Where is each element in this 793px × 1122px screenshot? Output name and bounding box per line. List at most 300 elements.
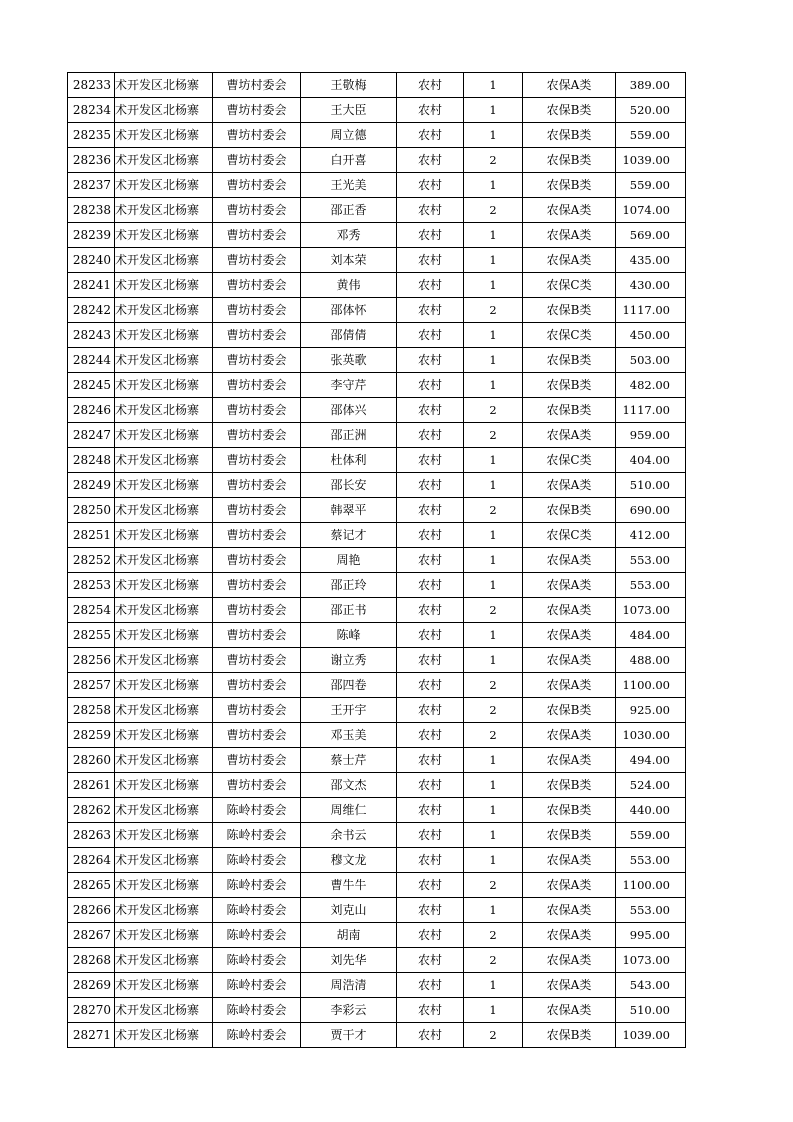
household-type-cell: 农村: [397, 198, 464, 223]
insurance-category-cell: 农保A类: [523, 673, 616, 698]
village-committee-cell: 陈岭村委会: [213, 898, 301, 923]
person-count-cell: 1: [464, 123, 523, 148]
amount-cell: 1117.00: [616, 398, 686, 423]
row-number-cell: 28243: [68, 323, 115, 348]
insurance-category-cell: 农保A类: [523, 73, 616, 98]
amount-cell: 1030.00: [616, 723, 686, 748]
row-number-cell: 28269: [68, 973, 115, 998]
amount-cell: 543.00: [616, 973, 686, 998]
household-type-cell: 农村: [397, 723, 464, 748]
insurance-category-cell: 农保A类: [523, 948, 616, 973]
row-number-cell: 28270: [68, 998, 115, 1023]
person-count-cell: 2: [464, 423, 523, 448]
person-name-cell: 李守芹: [301, 373, 397, 398]
village-committee-cell: 曹坊村委会: [213, 673, 301, 698]
amount-cell: 553.00: [616, 548, 686, 573]
row-number-cell: 28237: [68, 173, 115, 198]
insurance-category-cell: 农保A类: [523, 598, 616, 623]
person-name-cell: 周艳: [301, 548, 397, 573]
insurance-category-cell: 农保B类: [523, 173, 616, 198]
row-number-cell: 28239: [68, 223, 115, 248]
insurance-category-cell: 农保A类: [523, 198, 616, 223]
subsidy-table: [67, 72, 686, 1048]
row-number-cell: 28268: [68, 948, 115, 973]
town-cell: 术开发区北杨寨: [115, 373, 213, 398]
household-type-cell: 农村: [397, 873, 464, 898]
household-type-cell: 农村: [397, 123, 464, 148]
insurance-category-cell: 农保B类: [523, 498, 616, 523]
insurance-category-cell: 农保B类: [523, 773, 616, 798]
insurance-category-cell: 农保A类: [523, 248, 616, 273]
town-cell: 术开发区北杨寨: [115, 223, 213, 248]
person-name-cell: 蔡记才: [301, 523, 397, 548]
town-cell: 术开发区北杨寨: [115, 623, 213, 648]
person-name-cell: 王光美: [301, 173, 397, 198]
amount-cell: 1117.00: [616, 298, 686, 323]
person-count-cell: 2: [464, 198, 523, 223]
insurance-category-cell: 农保B类: [523, 1023, 616, 1048]
household-type-cell: 农村: [397, 998, 464, 1023]
household-type-cell: 农村: [397, 248, 464, 273]
person-count-cell: 1: [464, 273, 523, 298]
table-row: [68, 373, 686, 398]
amount-cell: 524.00: [616, 773, 686, 798]
person-count-cell: 1: [464, 98, 523, 123]
village-committee-cell: 曹坊村委会: [213, 573, 301, 598]
person-count-cell: 1: [464, 773, 523, 798]
town-cell: 术开发区北杨寨: [115, 448, 213, 473]
insurance-category-cell: 农保A类: [523, 923, 616, 948]
person-name-cell: 胡南: [301, 923, 397, 948]
household-type-cell: 农村: [397, 298, 464, 323]
table-row: [68, 573, 686, 598]
amount-cell: 1073.00: [616, 948, 686, 973]
village-committee-cell: 曹坊村委会: [213, 748, 301, 773]
amount-cell: 412.00: [616, 523, 686, 548]
table-row: [68, 898, 686, 923]
village-committee-cell: 曹坊村委会: [213, 648, 301, 673]
row-number-cell: 28235: [68, 123, 115, 148]
amount-cell: 925.00: [616, 698, 686, 723]
table-row: [68, 948, 686, 973]
person-name-cell: 邵正洲: [301, 423, 397, 448]
insurance-category-cell: 农保A类: [523, 873, 616, 898]
town-cell: 术开发区北杨寨: [115, 798, 213, 823]
village-committee-cell: 曹坊村委会: [213, 548, 301, 573]
row-number-cell: 28258: [68, 698, 115, 723]
insurance-category-cell: 农保B类: [523, 373, 616, 398]
amount-cell: 553.00: [616, 573, 686, 598]
person-name-cell: 周立德: [301, 123, 397, 148]
row-number-cell: 28257: [68, 673, 115, 698]
household-type-cell: 农村: [397, 548, 464, 573]
town-cell: 术开发区北杨寨: [115, 73, 213, 98]
village-committee-cell: 曹坊村委会: [213, 498, 301, 523]
row-number-cell: 28246: [68, 398, 115, 423]
person-name-cell: 邓玉美: [301, 723, 397, 748]
person-count-cell: 1: [464, 648, 523, 673]
village-committee-cell: 曹坊村委会: [213, 448, 301, 473]
amount-cell: 1074.00: [616, 198, 686, 223]
insurance-category-cell: 农保B类: [523, 348, 616, 373]
person-count-cell: 2: [464, 148, 523, 173]
insurance-category-cell: 农保B类: [523, 398, 616, 423]
household-type-cell: 农村: [397, 573, 464, 598]
town-cell: 术开发区北杨寨: [115, 323, 213, 348]
row-number-cell: 28254: [68, 598, 115, 623]
village-committee-cell: 曹坊村委会: [213, 423, 301, 448]
person-name-cell: 李彩云: [301, 998, 397, 1023]
row-number-cell: 28249: [68, 473, 115, 498]
amount-cell: 959.00: [616, 423, 686, 448]
amount-cell: 484.00: [616, 623, 686, 648]
person-count-cell: 2: [464, 723, 523, 748]
amount-cell: 430.00: [616, 273, 686, 298]
town-cell: 术开发区北杨寨: [115, 698, 213, 723]
village-committee-cell: 陈岭村委会: [213, 798, 301, 823]
town-cell: 术开发区北杨寨: [115, 898, 213, 923]
person-name-cell: 谢立秀: [301, 648, 397, 673]
village-committee-cell: 曹坊村委会: [213, 123, 301, 148]
row-number-cell: 28236: [68, 148, 115, 173]
row-number-cell: 28266: [68, 898, 115, 923]
person-name-cell: 刘先华: [301, 948, 397, 973]
amount-cell: 553.00: [616, 848, 686, 873]
amount-cell: 690.00: [616, 498, 686, 523]
town-cell: 术开发区北杨寨: [115, 123, 213, 148]
table-row: [68, 98, 686, 123]
table-row: [68, 273, 686, 298]
household-type-cell: 农村: [397, 448, 464, 473]
person-name-cell: 穆文龙: [301, 848, 397, 873]
amount-cell: 435.00: [616, 248, 686, 273]
person-count-cell: 2: [464, 923, 523, 948]
person-name-cell: 王大臣: [301, 98, 397, 123]
village-committee-cell: 曹坊村委会: [213, 198, 301, 223]
household-type-cell: 农村: [397, 98, 464, 123]
household-type-cell: 农村: [397, 423, 464, 448]
person-name-cell: 杜体利: [301, 448, 397, 473]
town-cell: 术开发区北杨寨: [115, 148, 213, 173]
person-name-cell: 邵正香: [301, 198, 397, 223]
village-committee-cell: 曹坊村委会: [213, 473, 301, 498]
household-type-cell: 农村: [397, 223, 464, 248]
village-committee-cell: 陈岭村委会: [213, 948, 301, 973]
person-count-cell: 2: [464, 873, 523, 898]
town-cell: 术开发区北杨寨: [115, 873, 213, 898]
person-count-cell: 1: [464, 348, 523, 373]
household-type-cell: 农村: [397, 973, 464, 998]
village-committee-cell: 曹坊村委会: [213, 698, 301, 723]
table-row: [68, 823, 686, 848]
town-cell: 术开发区北杨寨: [115, 398, 213, 423]
insurance-category-cell: 农保A类: [523, 848, 616, 873]
person-name-cell: 刘克山: [301, 898, 397, 923]
town-cell: 术开发区北杨寨: [115, 948, 213, 973]
village-committee-cell: 曹坊村委会: [213, 348, 301, 373]
table-row: [68, 348, 686, 373]
household-type-cell: 农村: [397, 173, 464, 198]
amount-cell: 1100.00: [616, 673, 686, 698]
insurance-category-cell: 农保A类: [523, 723, 616, 748]
person-name-cell: 周浩清: [301, 973, 397, 998]
amount-cell: 559.00: [616, 123, 686, 148]
row-number-cell: 28242: [68, 298, 115, 323]
amount-cell: 1039.00: [616, 1023, 686, 1048]
village-committee-cell: 陈岭村委会: [213, 823, 301, 848]
town-cell: 术开发区北杨寨: [115, 773, 213, 798]
person-count-cell: 2: [464, 698, 523, 723]
village-committee-cell: 曹坊村委会: [213, 273, 301, 298]
amount-cell: 450.00: [616, 323, 686, 348]
town-cell: 术开发区北杨寨: [115, 173, 213, 198]
household-type-cell: 农村: [397, 798, 464, 823]
table-row: [68, 998, 686, 1023]
person-count-cell: 1: [464, 473, 523, 498]
amount-cell: 1100.00: [616, 873, 686, 898]
table-row: [68, 798, 686, 823]
table-row: [68, 973, 686, 998]
person-count-cell: 1: [464, 748, 523, 773]
table-row: [68, 648, 686, 673]
village-committee-cell: 曹坊村委会: [213, 373, 301, 398]
person-count-cell: 1: [464, 848, 523, 873]
village-committee-cell: 陈岭村委会: [213, 873, 301, 898]
person-count-cell: 2: [464, 673, 523, 698]
table-row: [68, 698, 686, 723]
person-name-cell: 周维仁: [301, 798, 397, 823]
household-type-cell: 农村: [397, 648, 464, 673]
town-cell: 术开发区北杨寨: [115, 198, 213, 223]
town-cell: 术开发区北杨寨: [115, 273, 213, 298]
person-count-cell: 1: [464, 898, 523, 923]
row-number-cell: 28264: [68, 848, 115, 873]
person-count-cell: 2: [464, 598, 523, 623]
person-count-cell: 2: [464, 948, 523, 973]
amount-cell: 995.00: [616, 923, 686, 948]
person-count-cell: 1: [464, 373, 523, 398]
town-cell: 术开发区北杨寨: [115, 723, 213, 748]
row-number-cell: 28259: [68, 723, 115, 748]
village-committee-cell: 曹坊村委会: [213, 598, 301, 623]
household-type-cell: 农村: [397, 598, 464, 623]
village-committee-cell: 陈岭村委会: [213, 923, 301, 948]
table-row: [68, 448, 686, 473]
insurance-category-cell: 农保A类: [523, 973, 616, 998]
person-name-cell: 邵体兴: [301, 398, 397, 423]
person-count-cell: 2: [464, 298, 523, 323]
table-row: [68, 498, 686, 523]
town-cell: 术开发区北杨寨: [115, 598, 213, 623]
amount-cell: 389.00: [616, 73, 686, 98]
village-committee-cell: 曹坊村委会: [213, 248, 301, 273]
table-row: [68, 423, 686, 448]
person-name-cell: 邵文杰: [301, 773, 397, 798]
household-type-cell: 农村: [397, 473, 464, 498]
household-type-cell: 农村: [397, 923, 464, 948]
insurance-category-cell: 农保C类: [523, 273, 616, 298]
person-count-cell: 1: [464, 523, 523, 548]
person-name-cell: 邓秀: [301, 223, 397, 248]
insurance-category-cell: 农保B类: [523, 98, 616, 123]
village-committee-cell: 曹坊村委会: [213, 73, 301, 98]
insurance-category-cell: 农保B类: [523, 298, 616, 323]
village-committee-cell: 曹坊村委会: [213, 98, 301, 123]
person-name-cell: 蔡士芹: [301, 748, 397, 773]
table-row: [68, 298, 686, 323]
table-row: [68, 623, 686, 648]
person-count-cell: 1: [464, 223, 523, 248]
village-committee-cell: 曹坊村委会: [213, 323, 301, 348]
insurance-category-cell: 农保A类: [523, 473, 616, 498]
table-row: [68, 123, 686, 148]
table-body: [68, 73, 686, 1048]
household-type-cell: 农村: [397, 148, 464, 173]
person-name-cell: 韩翠平: [301, 498, 397, 523]
amount-cell: 569.00: [616, 223, 686, 248]
table-row: [68, 323, 686, 348]
amount-cell: 488.00: [616, 648, 686, 673]
household-type-cell: 农村: [397, 673, 464, 698]
town-cell: 术开发区北杨寨: [115, 748, 213, 773]
town-cell: 术开发区北杨寨: [115, 1023, 213, 1048]
town-cell: 术开发区北杨寨: [115, 923, 213, 948]
person-count-cell: 1: [464, 973, 523, 998]
person-name-cell: 邵正玲: [301, 573, 397, 598]
insurance-category-cell: 农保A类: [523, 648, 616, 673]
village-committee-cell: 陈岭村委会: [213, 1023, 301, 1048]
village-committee-cell: 陈岭村委会: [213, 973, 301, 998]
household-type-cell: 农村: [397, 898, 464, 923]
town-cell: 术开发区北杨寨: [115, 973, 213, 998]
person-count-cell: 1: [464, 623, 523, 648]
person-count-cell: 1: [464, 998, 523, 1023]
insurance-category-cell: 农保B类: [523, 123, 616, 148]
town-cell: 术开发区北杨寨: [115, 998, 213, 1023]
row-number-cell: 28241: [68, 273, 115, 298]
table-row: [68, 148, 686, 173]
person-name-cell: 张英歌: [301, 348, 397, 373]
household-type-cell: 农村: [397, 73, 464, 98]
amount-cell: 482.00: [616, 373, 686, 398]
person-count-cell: 1: [464, 248, 523, 273]
town-cell: 术开发区北杨寨: [115, 348, 213, 373]
row-number-cell: 28255: [68, 623, 115, 648]
town-cell: 术开发区北杨寨: [115, 823, 213, 848]
village-committee-cell: 曹坊村委会: [213, 173, 301, 198]
table-row: [68, 848, 686, 873]
household-type-cell: 农村: [397, 273, 464, 298]
person-name-cell: 邵长安: [301, 473, 397, 498]
table-row: [68, 398, 686, 423]
person-count-cell: 1: [464, 173, 523, 198]
table-row: [68, 873, 686, 898]
town-cell: 术开发区北杨寨: [115, 573, 213, 598]
row-number-cell: 28267: [68, 923, 115, 948]
table-row: [68, 173, 686, 198]
insurance-category-cell: 农保B类: [523, 698, 616, 723]
insurance-category-cell: 农保A类: [523, 898, 616, 923]
row-number-cell: 28245: [68, 373, 115, 398]
person-count-cell: 1: [464, 823, 523, 848]
household-type-cell: 农村: [397, 623, 464, 648]
town-cell: 术开发区北杨寨: [115, 648, 213, 673]
person-count-cell: 2: [464, 498, 523, 523]
person-name-cell: 黄伟: [301, 273, 397, 298]
town-cell: 术开发区北杨寨: [115, 523, 213, 548]
household-type-cell: 农村: [397, 498, 464, 523]
household-type-cell: 农村: [397, 698, 464, 723]
row-number-cell: 28261: [68, 773, 115, 798]
person-count-cell: 2: [464, 1023, 523, 1048]
person-count-cell: 1: [464, 323, 523, 348]
amount-cell: 440.00: [616, 798, 686, 823]
town-cell: 术开发区北杨寨: [115, 848, 213, 873]
household-type-cell: 农村: [397, 1023, 464, 1048]
amount-cell: 404.00: [616, 448, 686, 473]
table-row: [68, 523, 686, 548]
household-type-cell: 农村: [397, 523, 464, 548]
person-name-cell: 邵正书: [301, 598, 397, 623]
table-row: [68, 248, 686, 273]
person-name-cell: 王开宇: [301, 698, 397, 723]
table-row: [68, 923, 686, 948]
town-cell: 术开发区北杨寨: [115, 423, 213, 448]
village-committee-cell: 曹坊村委会: [213, 223, 301, 248]
table-row: [68, 548, 686, 573]
amount-cell: 503.00: [616, 348, 686, 373]
row-number-cell: 28253: [68, 573, 115, 598]
amount-cell: 1039.00: [616, 148, 686, 173]
insurance-category-cell: 农保C类: [523, 448, 616, 473]
household-type-cell: 农村: [397, 948, 464, 973]
household-type-cell: 农村: [397, 823, 464, 848]
row-number-cell: 28240: [68, 248, 115, 273]
town-cell: 术开发区北杨寨: [115, 473, 213, 498]
amount-cell: 510.00: [616, 998, 686, 1023]
insurance-category-cell: 农保B类: [523, 148, 616, 173]
village-committee-cell: 曹坊村委会: [213, 773, 301, 798]
table-row: [68, 73, 686, 98]
row-number-cell: 28244: [68, 348, 115, 373]
household-type-cell: 农村: [397, 773, 464, 798]
row-number-cell: 28256: [68, 648, 115, 673]
table-row: [68, 198, 686, 223]
row-number-cell: 28251: [68, 523, 115, 548]
person-name-cell: 邵体怀: [301, 298, 397, 323]
amount-cell: 559.00: [616, 173, 686, 198]
table-row: [68, 673, 686, 698]
person-name-cell: 曹牛牛: [301, 873, 397, 898]
person-count-cell: 1: [464, 573, 523, 598]
person-count-cell: 2: [464, 398, 523, 423]
insurance-category-cell: 农保A类: [523, 548, 616, 573]
amount-cell: 494.00: [616, 748, 686, 773]
household-type-cell: 农村: [397, 398, 464, 423]
village-committee-cell: 曹坊村委会: [213, 398, 301, 423]
insurance-category-cell: 农保A类: [523, 623, 616, 648]
village-committee-cell: 曹坊村委会: [213, 298, 301, 323]
village-committee-cell: 曹坊村委会: [213, 523, 301, 548]
person-name-cell: 王敬梅: [301, 73, 397, 98]
row-number-cell: 28262: [68, 798, 115, 823]
village-committee-cell: 曹坊村委会: [213, 148, 301, 173]
person-count-cell: 1: [464, 798, 523, 823]
town-cell: 术开发区北杨寨: [115, 673, 213, 698]
household-type-cell: 农村: [397, 848, 464, 873]
table-row: [68, 748, 686, 773]
row-number-cell: 28271: [68, 1023, 115, 1048]
